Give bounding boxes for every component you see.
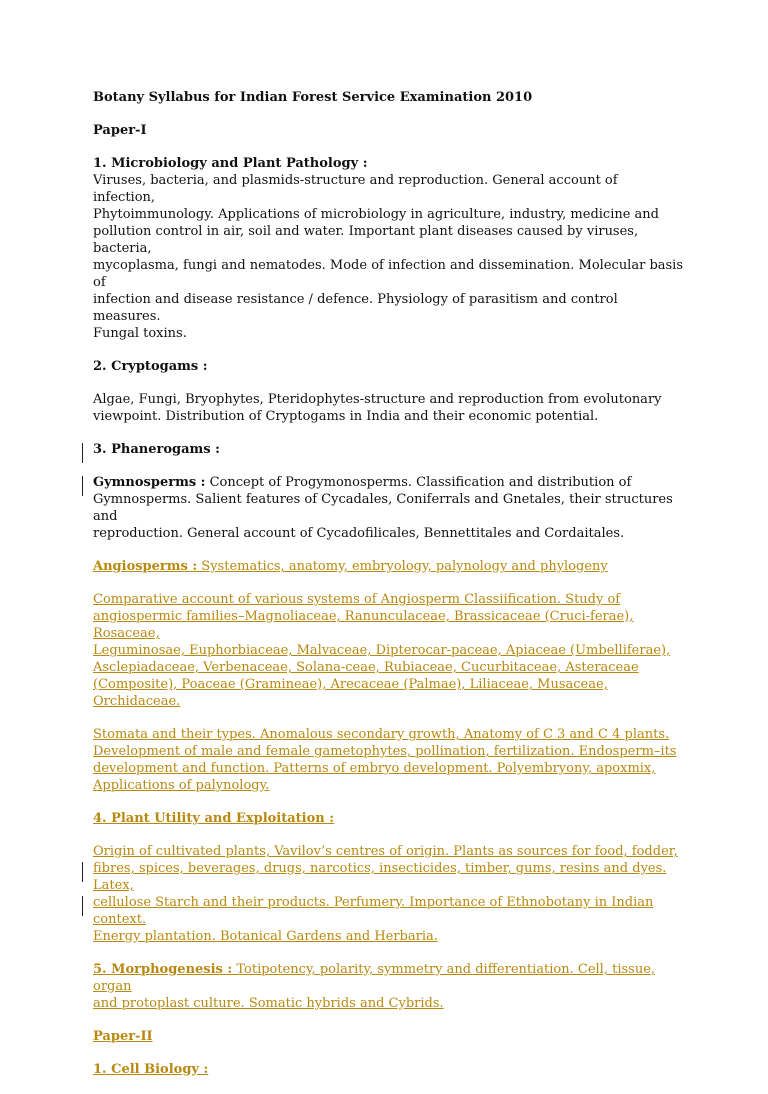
change-bar [82, 443, 83, 463]
text-line: mycoplasma, fungi and nematodes. Mode of infection and dissemination. Molecular basis of [93, 258, 684, 290]
change-bar [82, 862, 83, 882]
text-line: angiospermic families–Magnoliaceae, Ranunculaceae, Brassicaceae (Cruci-ferae), Rosaceae, [93, 609, 634, 641]
section-heading: 3. Phanerogams : [93, 442, 220, 457]
text-line: Asclepiadaceae, Verbenaceae, Solana-ceae, Rubiaceae, Cucurbitaceae, Asteraceae [93, 660, 639, 675]
section-cryptogams [93, 391, 683, 425]
gymnosperms-paragraph [93, 474, 683, 542]
text-line: Applications of palynology. [93, 778, 270, 793]
text-line: development and function. Patterns of embryo development. Polyembryony, apoxmix, [93, 761, 656, 776]
section-heading: 1. Microbiology and Plant Pathology : [93, 156, 368, 171]
text-line: reproduction. General account of Cycadofilicales, Bennettitales and Cordaitales. [93, 526, 625, 541]
text-line: and protoplast culture. Somatic hybrids and Cybrids. [93, 996, 444, 1011]
text-line: Algae, Fungi, Bryophytes, Pteridophytes-structure and reproduction from evolutonary [93, 392, 662, 407]
stomata-paragraph [93, 726, 683, 794]
text-line: Energy plantation. Botanical Gardens and Herbaria. [93, 929, 438, 944]
change-bar [82, 476, 83, 496]
text-line: Phytoimmunology. Applications of microbiology in agriculture, industry, medicine and [93, 207, 660, 222]
text-line: infection and disease resistance / defence. Physiology of parasitism and control measures. [93, 292, 618, 324]
section-heading: 1. Cell Biology : [93, 1062, 209, 1077]
comparative-account-paragraph [93, 591, 683, 710]
angiosperms-label: Angiosperms : [93, 559, 198, 574]
text-line: (Composite), Poaceae (Gramineae), Arecaceae (Palmae), Liliaceae, Musaceae, Orchidaceae. [93, 677, 608, 709]
section-heading: 4. Plant Utility and Exploitation : [93, 811, 335, 826]
text-line: Totipotency, polarity, symmetry and differentiation. Cell, tissue, organ [93, 962, 656, 994]
change-bar [82, 896, 83, 916]
section-heading: 5. Morphogenesis : [93, 962, 233, 977]
text-line: cellulose Starch and their products. Perfumery. Importance of Ethnobotany in Indian context. [93, 895, 654, 927]
text-line: fibres, spices, beverages, drugs, narcotics, insecticides, timber, gums, resins and dyes. Latex, [93, 861, 667, 893]
text-line: Leguminosae, Euphorbiaceae, Malvaceae, Dipterocar-paceae, Apiaceae (Umbelliferae), [93, 643, 671, 658]
text-line: Concept of Progymonosperms. Classification and distribution of [205, 475, 632, 490]
text-line: Development of male and female gametophytes, pollination, fertilization. Endosperm–its [93, 744, 677, 759]
text-line: pollution control in air, soil and water. Important plant diseases caused by viruses, bacteria, [93, 224, 639, 256]
document-title: Botany Syllabus for Indian Forest Service Examination 2010 [93, 90, 533, 105]
text-line: Origin of cultivated plants, Vavilov’s centres of origin. Plants as sources for food, fodder, [93, 844, 678, 859]
angiosperms-paragraph [93, 558, 683, 575]
text-line: Fungal toxins. [93, 326, 187, 341]
text-line: Gymnosperms. Salient features of Cycadales, Coniferrals and Gnetales, their structures and [93, 492, 673, 524]
text-line: Comparative account of various systems of Angiosperm Classiification. Study of [93, 592, 621, 607]
text-line: Stomata and their types. Anomalous secondary growth, Anatomy of C 3 and C 4 plants. [93, 727, 670, 742]
section-heading: 2. Cryptogams : [93, 359, 208, 374]
text-line: viewpoint. Distribution of Cryptogams in India and their economic potential. [93, 409, 599, 424]
document-body [93, 89, 683, 1094]
morphogenesis-paragraph [93, 961, 683, 1012]
gymnosperms-label: Gymnosperms : [93, 475, 206, 490]
paper-1-heading: Paper-I [93, 123, 147, 138]
paper-2-heading: Paper-II [93, 1029, 153, 1044]
text-line: Systematics, anatomy, embryology, palynology and phylogeny [197, 559, 608, 574]
plant-utility-paragraph [93, 843, 683, 945]
section-microbiology [93, 155, 683, 342]
text-line: Viruses, bacteria, and plasmids-structure and reproduction. General account of infection, [93, 173, 618, 205]
